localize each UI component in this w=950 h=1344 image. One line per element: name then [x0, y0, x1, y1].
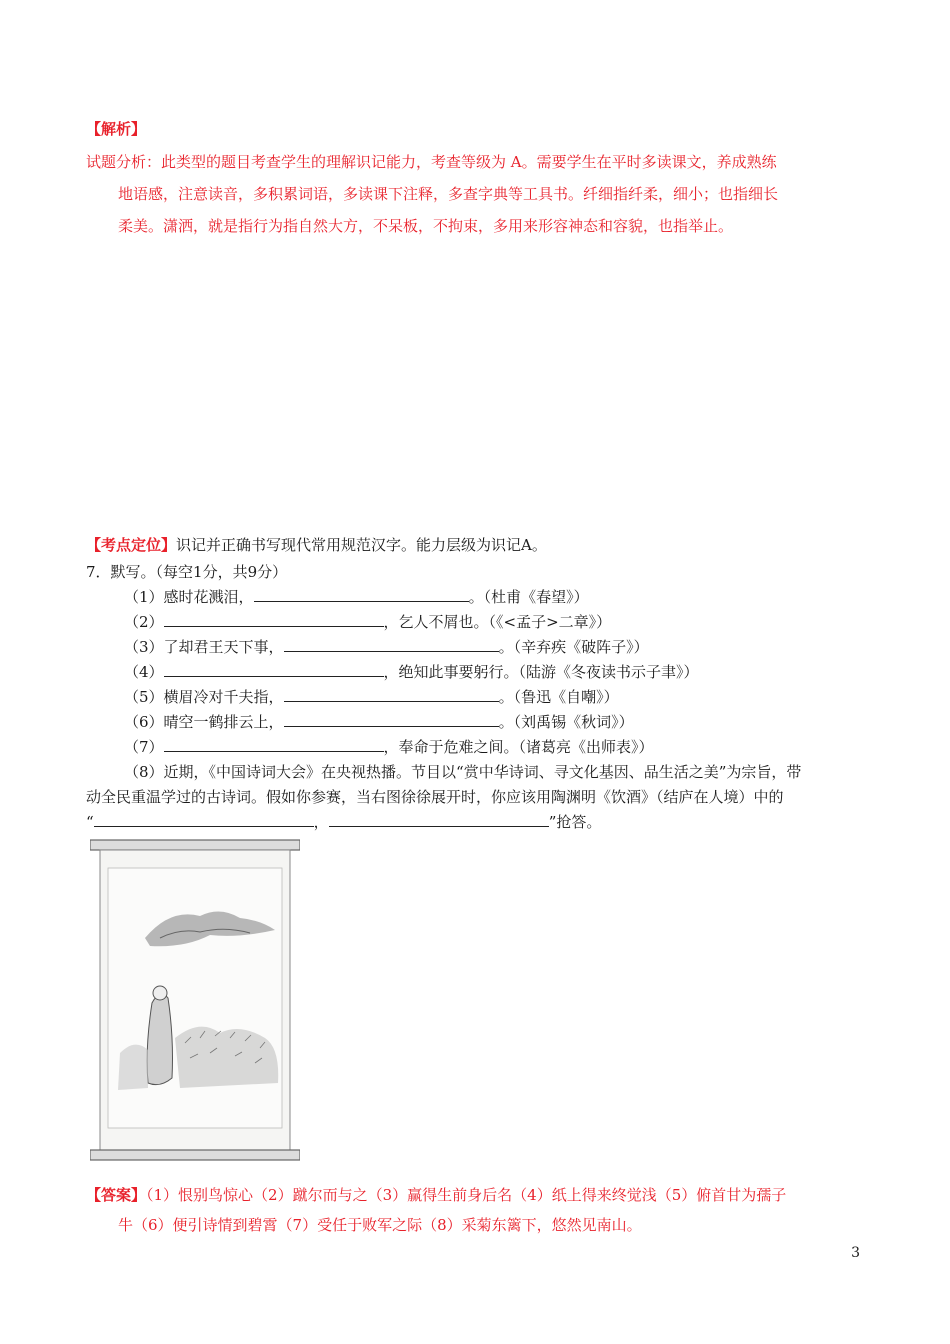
question-item: [124, 710, 634, 735]
answer-blank[interactable]: [164, 610, 384, 627]
item-post: ，奉命于危难之间。（诸葛亮《出师表》）: [383, 738, 654, 756]
question-item-8-line2: 动全民重温学过的古诗词。假如你参赛，当右图徐徐展开时，你应该用陶渊明《饮酒》（结庐在人境）中的: [86, 788, 784, 806]
answer-blank[interactable]: [254, 585, 469, 602]
analysis-heading: 【解析】: [86, 120, 147, 138]
analysis-body: [86, 146, 876, 242]
item-post: ，乞人不屑也。（《<孟子>二章》）: [383, 613, 612, 631]
item-post: ，绝知此事要躬行。（陆游《冬夜读书示子聿》）: [383, 663, 699, 681]
analysis-line: 柔美。潇洒，就是指行为指自然大方，不呆板，不拘束，多用来形容神态和容貌，也指举止。: [118, 217, 734, 235]
question-item: [124, 610, 611, 635]
item-post: 。（鲁迅《自嘲》）: [498, 688, 619, 706]
item-number: （5）: [124, 688, 164, 706]
answer-blank[interactable]: [164, 660, 384, 677]
item-number: （4）: [124, 663, 164, 681]
answer-line: 牛（6）便引诗情到碧霄（7）受任于败军之际（8）采菊东篱下，悠然见南山。: [118, 1216, 642, 1234]
item-pre: 晴空一鹤排云上，: [163, 713, 284, 731]
kaodian-tag: 【考点定位】: [86, 536, 177, 554]
question-item-8-line1: （8）近期，《中国诗词大会》在央视热播。节目以“赏中华诗词、寻文化基因、品生活之美”为宗旨，带: [124, 763, 802, 781]
answer-section: [86, 1180, 876, 1240]
item-post: 。（杜甫《春望》）: [468, 588, 589, 606]
question-item-8-line3: [86, 810, 601, 835]
answer-blank[interactable]: [284, 685, 499, 702]
answer-blank[interactable]: [164, 735, 384, 752]
item-number: （2）: [124, 613, 164, 631]
answer-blank[interactable]: [329, 810, 549, 827]
page-number: 3: [851, 1245, 860, 1261]
answer-blank[interactable]: [284, 635, 499, 652]
question-item: [124, 660, 699, 685]
answer-blank[interactable]: [284, 710, 499, 727]
open-quote: “: [86, 813, 94, 831]
answer-blank[interactable]: [94, 810, 314, 827]
question-title: 7．默写。（每空1分，共9分）: [86, 563, 288, 581]
answer-tag: 【答案】: [86, 1186, 147, 1204]
question-item: [124, 685, 619, 710]
question-item: [124, 735, 654, 760]
question-item: [124, 585, 589, 610]
item-post: 。（刘禹锡《秋词》）: [498, 713, 634, 731]
item-pre: 感时花溅泪，: [163, 588, 254, 606]
item-number: （1）: [124, 588, 164, 606]
item-number: （3）: [124, 638, 164, 656]
analysis-line: 地语感，注意读音，多积累词语，多读课下注释，多查字典等工具书。纤细指纤柔，细小；也指细长: [118, 185, 779, 203]
kaodian-section: [86, 534, 547, 555]
comma: ，: [313, 813, 329, 831]
item-pre: 横眉冷对千夫指，: [163, 688, 284, 706]
answer-line: （1）恨别鸟惊心（2）蹴尔而与之（3）赢得生前身后名（4）纸上得来终觉浅（5）俯首甘为孺子: [146, 1186, 787, 1204]
close-quote: ”抢答。: [548, 813, 602, 831]
scroll-painting-image: [90, 838, 300, 1163]
analysis-line: 试题分析：此类型的题目考查学生的理解识记能力，考查等级为 A。需要学生在平时多读课文，养成熟练: [86, 153, 777, 171]
item-number: （6）: [124, 713, 164, 731]
kaodian-text: 识记并正确书写现代常用规范汉字。能力层级为识记A。: [176, 536, 547, 554]
item-post: 。（辛弃疾《破阵子》）: [498, 638, 649, 656]
question-item: [124, 635, 649, 660]
item-number: （7）: [124, 738, 164, 756]
item-pre: 了却君王天下事，: [163, 638, 284, 656]
